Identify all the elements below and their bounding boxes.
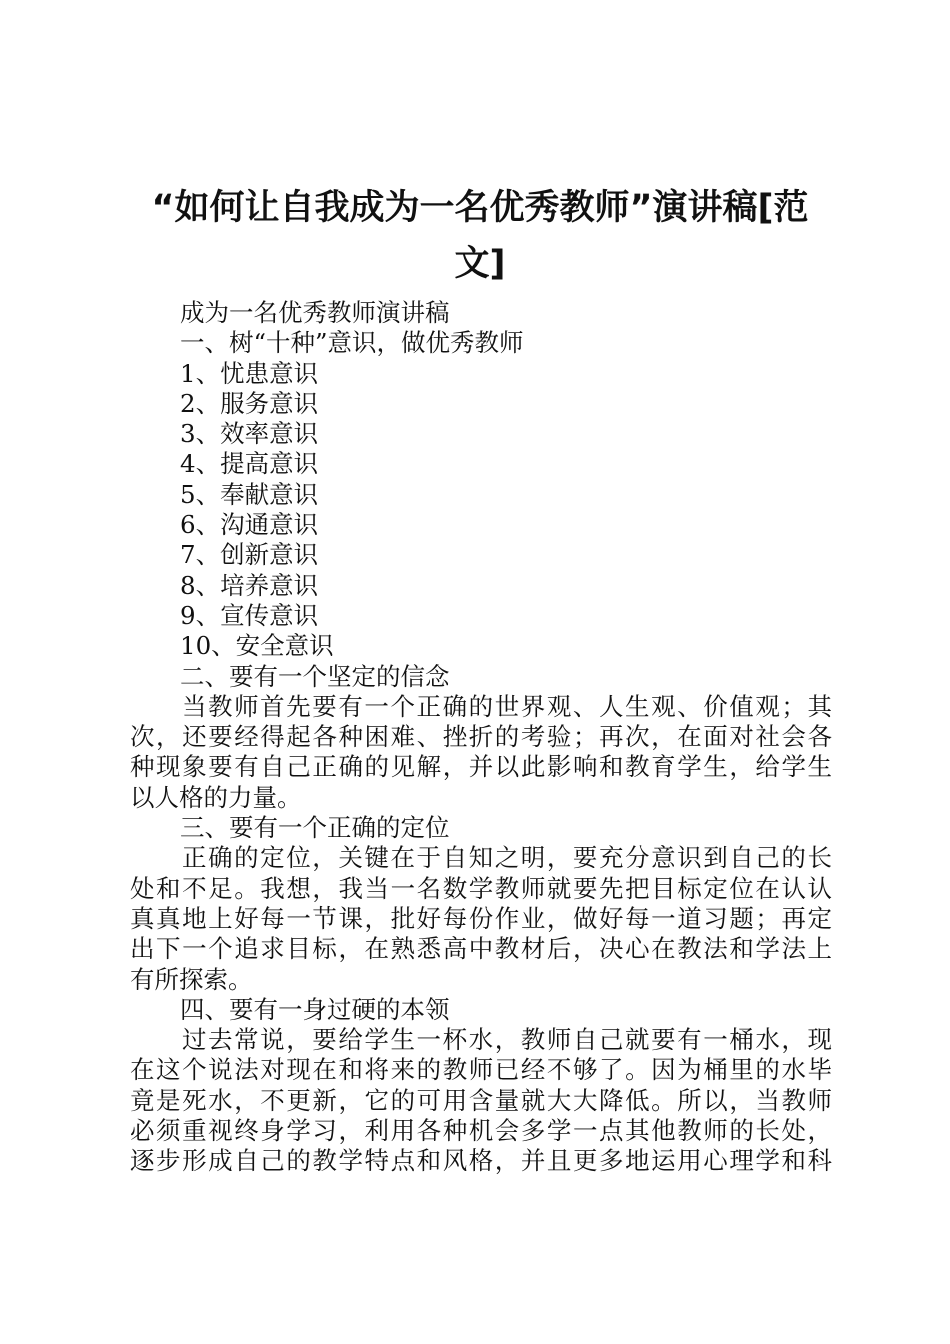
- list-item: 1、忧患意识: [180, 358, 319, 388]
- paragraph-line: 有所探索。: [130, 964, 253, 994]
- list-item: 2、服务意识: [180, 388, 319, 418]
- list-item: 9、宣传意识: [180, 600, 319, 630]
- list-item: 7、创新意识: [180, 540, 319, 570]
- paragraph-line: 过去常说，要给学生一杯水，教师自己就要有一桶水，现: [182, 1025, 832, 1055]
- document-title: [130, 180, 830, 292]
- paragraph-line: 在这个说法对现在和将来的教师已经不够了。因为桶里的水毕: [130, 1055, 832, 1085]
- title-line-2: 文]: [454, 244, 506, 284]
- paragraph-line: 真真地上好每一节课，批好每份作业，做好每一道习题；再定: [130, 903, 832, 933]
- section-heading-1: 一、树“十种”意识，做优秀教师: [180, 328, 524, 358]
- paragraph-line: 以人格的力量。: [130, 782, 302, 812]
- list-item: 4、提高意识: [180, 449, 319, 479]
- section-heading-4: 四、要有一身过硬的本领: [180, 994, 450, 1024]
- section-heading-3: 三、要有一个正确的定位: [180, 813, 450, 843]
- subtitle: 成为一名优秀教师演讲稿: [180, 298, 450, 327]
- list-item: 8、培养意识: [180, 570, 319, 600]
- paragraph-line: 种现象要有自己正确的见解，并以此影响和教育学生，给学生: [130, 752, 832, 782]
- paragraph-line: 正确的定位，关键在于自知之明，要充分意识到自己的长: [182, 843, 832, 873]
- paragraph-line: 次，还要经得起各种困难、挫折的考验；再次，在面对社会各: [130, 722, 832, 752]
- paragraph-line: 逐步形成自己的教学特点和风格，并且更多地运用心理学和科: [130, 1146, 832, 1176]
- document-body: [130, 298, 832, 1177]
- paragraph-line: 竟是死水，不更新，它的可用含量就大大降低。所以，当教师: [130, 1085, 832, 1115]
- title-line-1: “如何让自我成为一名优秀教师”演讲稿[范: [151, 188, 809, 228]
- list-item: 10、安全意识: [180, 631, 334, 661]
- paragraph-line: 当教师首先要有一个正确的世界观、人生观、价值观；其: [182, 691, 832, 721]
- paragraph-line: 处和不足。我想，我当一名数学教师就要先把目标定位在认认: [130, 873, 832, 903]
- paragraph-line: 出下一个追求目标，在熟悉高中教材后，决心在教法和学法上: [130, 934, 832, 964]
- list-item: 6、沟通意识: [180, 510, 319, 540]
- list-item: 5、奉献意识: [180, 479, 319, 509]
- list-item: 3、效率意识: [180, 419, 319, 449]
- section-heading-2: 二、要有一个坚定的信念: [180, 661, 450, 691]
- paragraph-line: 必须重视终身学习，利用各种机会多学一点其他教师的长处，: [130, 1116, 832, 1146]
